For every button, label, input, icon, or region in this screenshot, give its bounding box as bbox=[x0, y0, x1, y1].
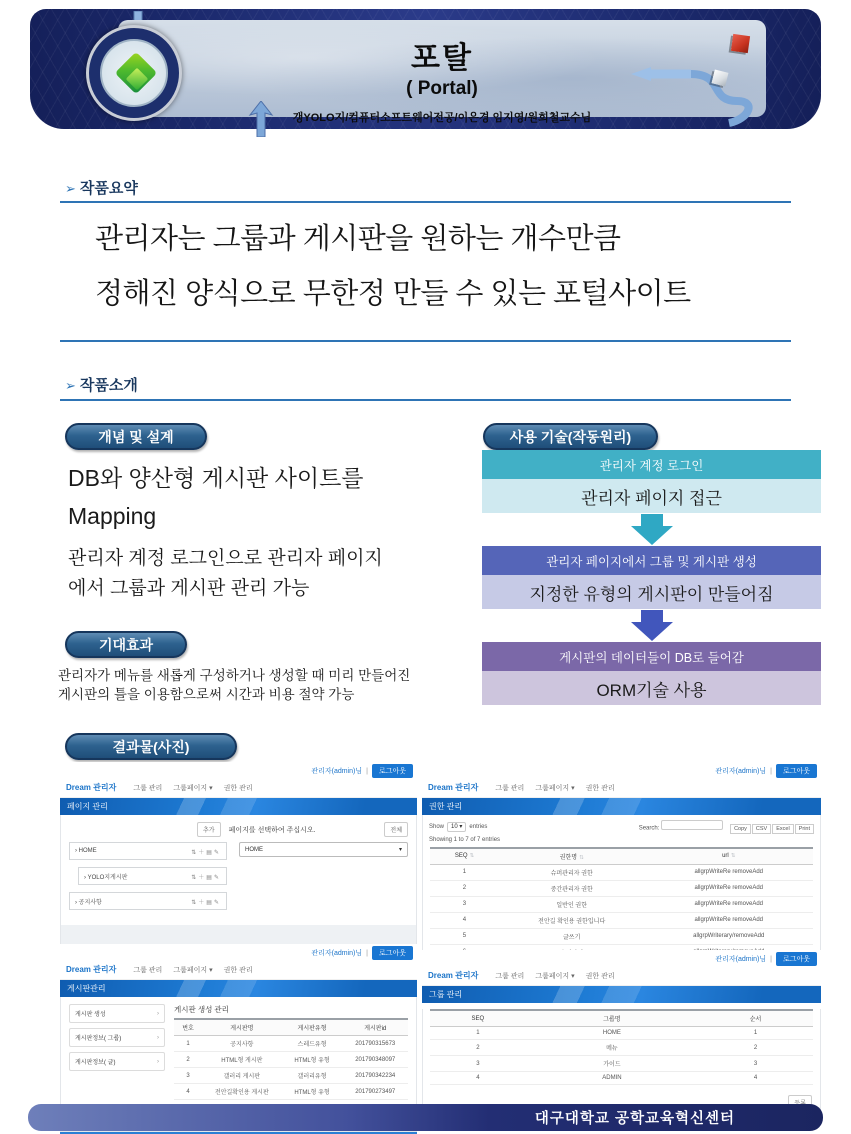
panel-title-bar: 그룹 관리 bbox=[422, 986, 821, 1003]
brand-link[interactable]: Dream 관리자 bbox=[428, 971, 479, 980]
entries-select[interactable]: 10 ▾ bbox=[447, 822, 466, 832]
tree-item-label: › 공지사항 bbox=[75, 899, 102, 906]
flow-step2-result: 지정한 유형의 게시판이 만들어짐 bbox=[482, 575, 821, 609]
tree-item-label: › YOLO지게시판 bbox=[84, 874, 128, 881]
nav-group-management[interactable]: 그룹 관리 bbox=[133, 784, 163, 792]
table-row[interactable]: 1 HOME 1 bbox=[430, 1027, 813, 1040]
admin-nav bbox=[422, 968, 821, 986]
separator: | bbox=[770, 955, 772, 963]
table-row[interactable]: 4 전안길 확인용 권한입니다 allgrpWriteRe removeAdd bbox=[430, 912, 813, 928]
screenshot-page-management bbox=[60, 762, 417, 968]
tech-badge: 사용 기술(작동원리) bbox=[483, 423, 658, 450]
intro-section-label: 작품소개 bbox=[79, 377, 138, 394]
edit-icon[interactable]: ✎ bbox=[213, 899, 221, 906]
copy-button[interactable]: Copy bbox=[730, 824, 751, 834]
chevron-right-icon: › bbox=[157, 1058, 159, 1065]
header-banner bbox=[30, 9, 821, 129]
chevron-right-icon: › bbox=[157, 1010, 159, 1017]
university-logo bbox=[86, 25, 182, 121]
excel-button[interactable]: Excel bbox=[772, 824, 793, 834]
add-icon[interactable]: ＋ bbox=[198, 849, 207, 856]
tree-item-icons bbox=[191, 872, 221, 881]
effect-paragraph bbox=[58, 666, 478, 704]
screenshot-group-management bbox=[422, 950, 821, 1119]
table-row[interactable]: 1 공지사항 스레드유형 201790315673 bbox=[174, 1036, 408, 1052]
column-header-number[interactable]: 번호 bbox=[174, 1019, 202, 1036]
swirl-arrow-icon bbox=[629, 57, 779, 129]
panel-title-bar: 페이지 관리 bbox=[60, 798, 417, 815]
tree-item-yolo-board[interactable] bbox=[78, 867, 227, 885]
column-header-permission-name[interactable]: 권한명 ⇅ bbox=[499, 848, 645, 865]
nav-permission-management[interactable]: 권한 관리 bbox=[223, 784, 253, 792]
chevron-down-icon: ▾ bbox=[459, 824, 463, 831]
brand-link[interactable]: Dream 관리자 bbox=[66, 965, 117, 974]
summary-line-2: 정해진 양식으로 무한정 만들 수 있는 포털사이트 bbox=[95, 278, 691, 310]
sort-icon: ⇅ bbox=[469, 853, 475, 859]
nav-permission-management[interactable]: 권한 관리 bbox=[223, 966, 253, 974]
tree-item-icons bbox=[191, 897, 221, 906]
user-row bbox=[422, 762, 821, 780]
intro-section-title bbox=[65, 374, 138, 395]
summary-line-1: 관리자는 그룹과 게시판을 원하는 개수만큼 bbox=[95, 223, 621, 255]
nav-group-page[interactable]: 그룹페이지 ▾ bbox=[535, 784, 575, 792]
delete-icon[interactable]: ▤ bbox=[206, 899, 214, 906]
tree-item-icons bbox=[191, 847, 221, 856]
edit-icon[interactable]: ✎ bbox=[213, 874, 221, 881]
add-icon[interactable]: ＋ bbox=[198, 874, 207, 881]
column-header-seq[interactable]: SEQ ⇅ bbox=[430, 848, 499, 865]
flow-step2-title: 관리자 페이지에서 그룹 및 게시판 생성 bbox=[482, 546, 821, 575]
board-table bbox=[174, 1018, 408, 1100]
board-create-heading: 게시판 생성 관리 bbox=[174, 1005, 229, 1014]
nav-permission-management[interactable]: 권한 관리 bbox=[585, 972, 615, 980]
admin-nav bbox=[60, 962, 417, 980]
effect-line-1: 관리자가 메뉴를 새롭게 구성하거나 생성할 때 미리 만들어진 bbox=[58, 668, 411, 683]
flow-step1-title: 관리자 계정 로그인 bbox=[482, 450, 821, 479]
red-cube-icon bbox=[731, 34, 750, 53]
table-row[interactable]: 3 갤러리 게시판 갤러리유형 201790342234 bbox=[174, 1068, 408, 1084]
university-logo-center bbox=[100, 39, 168, 107]
column-header-board-name[interactable]: 게시판명 bbox=[202, 1019, 282, 1036]
show-label: Show bbox=[429, 824, 445, 831]
delete-icon[interactable]: ▤ bbox=[206, 874, 214, 881]
flow-step3-title: 게시판의 데이터들이 DB로 들어감 bbox=[482, 642, 821, 671]
chevron-right-icon: › bbox=[157, 1034, 159, 1041]
table-row[interactable]: 2 HTML형 게시판 HTML형 유형 201790348097 bbox=[174, 1052, 408, 1068]
panel-title-bar: 권한 관리 bbox=[422, 798, 821, 815]
nav-group-management[interactable]: 그룹 관리 bbox=[495, 972, 525, 980]
show-entries-control bbox=[429, 823, 487, 830]
edit-icon[interactable]: ✎ bbox=[213, 849, 221, 856]
result-screenshots bbox=[60, 760, 821, 1102]
section-marker-icon: ➢ bbox=[65, 378, 76, 393]
table-row[interactable]: 2 중간관리자 권한 allgrpWriteRe removeAdd bbox=[430, 880, 813, 896]
move-icon[interactable]: ⇅ bbox=[191, 849, 199, 856]
page-dropdown[interactable] bbox=[239, 842, 408, 857]
admin-nav bbox=[60, 780, 417, 798]
effect-line-2: 게시판의 틀을 이용함으로써 시간과 비용 절약 가능 bbox=[58, 687, 355, 702]
footer-text: 대구대학교 공학교육혁신센터 bbox=[534, 1111, 735, 1127]
column-header-board-type[interactable]: 게시판유형 bbox=[282, 1019, 343, 1036]
user-row bbox=[422, 950, 821, 968]
user-info-text: 관리자(admin)님 bbox=[715, 768, 767, 775]
summary-top-rule bbox=[60, 201, 791, 203]
print-button[interactable]: Print bbox=[795, 824, 814, 834]
flow-step3-result: ORM기술 사용 bbox=[482, 671, 821, 705]
separator: | bbox=[770, 767, 772, 775]
separator: | bbox=[366, 949, 368, 957]
nav-group-management[interactable]: 그룹 관리 bbox=[133, 966, 163, 974]
concept-line-2: Mapping bbox=[68, 503, 157, 529]
result-badge: 결과물(사진) bbox=[65, 733, 237, 760]
page-tree bbox=[69, 842, 227, 917]
admin-nav bbox=[422, 780, 821, 798]
section-marker-icon: ➢ bbox=[65, 181, 76, 196]
move-icon[interactable]: ⇅ bbox=[191, 899, 199, 906]
table-row[interactable]: 3 가이드 3 bbox=[430, 1056, 813, 1072]
chevron-right-icon: › bbox=[75, 899, 77, 906]
tech-flowchart bbox=[482, 450, 821, 705]
user-row bbox=[60, 762, 417, 780]
showing-entries-text: Showing 1 to 7 of 7 entries bbox=[429, 836, 501, 843]
logout-button[interactable]: 로그아웃 bbox=[372, 764, 413, 778]
column-header-seq[interactable]: SEQ bbox=[430, 1010, 526, 1027]
sidebar-item-board-info-post[interactable]: 게시판정보( 글) › bbox=[69, 1052, 165, 1071]
table-row[interactable]: 5 글쓰기 allgrpWriterary/removeAdd bbox=[430, 928, 813, 944]
sort-icon: ⇅ bbox=[730, 853, 736, 859]
user-info-text: 관리자(admin)님 bbox=[311, 950, 363, 957]
search-control bbox=[639, 820, 814, 834]
flow-arrow-1-icon bbox=[482, 513, 821, 546]
all-button[interactable]: 전체 bbox=[384, 822, 408, 837]
poster-subtitle: ( Portal) bbox=[406, 78, 478, 99]
concept-line-4: 에서 그룹과 게시판 관리 가능 bbox=[68, 578, 310, 599]
move-icon[interactable]: ⇅ bbox=[191, 874, 199, 881]
summary-section-label: 작품요약 bbox=[79, 180, 138, 197]
page-dropdown-value: HOME bbox=[245, 846, 263, 853]
brand-link[interactable]: Dream 관리자 bbox=[428, 783, 479, 792]
group-table-card bbox=[422, 1009, 821, 1117]
summary-text-block bbox=[95, 212, 795, 322]
arrow-up-icon bbox=[248, 101, 274, 137]
search-label: Search: bbox=[638, 825, 660, 832]
chevron-right-icon: › bbox=[84, 874, 86, 881]
screenshot-permission-management bbox=[422, 762, 821, 982]
search-input[interactable] bbox=[661, 820, 723, 830]
logout-button[interactable]: 로그아웃 bbox=[372, 946, 413, 960]
group-table bbox=[430, 1009, 813, 1085]
user-info-text: 관리자(admin)님 bbox=[715, 956, 767, 963]
add-page-button[interactable]: 추가 bbox=[197, 822, 221, 837]
csv-button[interactable]: CSV bbox=[752, 824, 771, 834]
nav-permission-management[interactable]: 권한 관리 bbox=[585, 784, 615, 792]
chevron-right-icon: › bbox=[75, 848, 77, 854]
logout-button[interactable]: 로그아웃 bbox=[776, 952, 817, 966]
column-header-url[interactable]: url ⇅ bbox=[644, 848, 813, 865]
nav-group-management[interactable]: 그룹 관리 bbox=[495, 784, 525, 792]
column-header-order[interactable]: 순서 bbox=[698, 1010, 813, 1027]
entries-label: entries bbox=[469, 824, 488, 831]
brand-link[interactable]: Dream 관리자 bbox=[66, 783, 117, 792]
nav-group-page[interactable]: 그룹페이지 ▾ bbox=[173, 966, 213, 974]
table-row[interactable]: 2 메뉴 2 bbox=[430, 1040, 813, 1056]
delete-icon[interactable]: ▤ bbox=[206, 849, 214, 856]
nav-group-page[interactable]: 그룹페이지 ▾ bbox=[173, 784, 213, 792]
tree-item-notice[interactable] bbox=[69, 892, 227, 910]
intro-rule bbox=[60, 399, 791, 401]
user-row bbox=[60, 944, 417, 962]
table-row[interactable]: 4 전안길확인용 게시판 HTML형 유형 201790273497 bbox=[174, 1084, 408, 1100]
column-header-board-id[interactable]: 게시판id bbox=[342, 1019, 408, 1036]
poster-authors: 갱YOLO지/컴퓨터소프트웨어전공/이은경 임지영/원희철교수님 bbox=[292, 112, 592, 124]
column-header-group-name[interactable]: 그룹명 bbox=[526, 1010, 698, 1027]
table-controls bbox=[423, 815, 820, 836]
concept-badge: 개념 및 설계 bbox=[65, 423, 207, 450]
table-row[interactable]: 1 슈퍼관리자 권한 allgrpWriteRe removeAdd bbox=[430, 864, 813, 880]
separator: | bbox=[366, 767, 368, 775]
concept-line-1: DB와 양산형 게시판 사이트를 bbox=[68, 465, 364, 491]
flow-step1-result: 관리자 페이지 접근 bbox=[482, 479, 821, 513]
tree-item-label: › HOME bbox=[75, 848, 97, 854]
poster-title: 포탈 bbox=[411, 42, 473, 75]
table-row[interactable]: 4 ADMIN 4 bbox=[430, 1072, 813, 1085]
sort-icon: ⇅ bbox=[579, 854, 584, 861]
page-select-hint: 페이지를 선택하여 주십시오. bbox=[228, 826, 316, 834]
concept-line-3: 관리자 계정 로그인으로 관리자 페이지 bbox=[68, 548, 383, 569]
board-sidebar bbox=[69, 1004, 165, 1100]
user-info-text: 관리자(admin)님 bbox=[311, 768, 363, 775]
flow-arrow-2-icon bbox=[482, 609, 821, 642]
summary-section-title bbox=[65, 177, 138, 198]
sidebar-item-board-info-group[interactable]: 게시판정보( 그룹) › bbox=[69, 1028, 165, 1047]
table-row[interactable]: 3 일반인 권한 allgrpWriteRe removeAdd bbox=[430, 896, 813, 912]
summary-bottom-rule bbox=[60, 340, 791, 342]
panel-title-bar: 게시판관리 bbox=[60, 980, 417, 997]
tree-item-home[interactable] bbox=[69, 842, 227, 860]
effect-badge: 기대효과 bbox=[65, 631, 187, 658]
footer-bar bbox=[28, 1104, 823, 1131]
logout-button[interactable]: 로그아웃 bbox=[776, 764, 817, 778]
nav-group-page[interactable]: 그룹페이지 ▾ bbox=[535, 972, 575, 980]
add-icon[interactable]: ＋ bbox=[198, 899, 207, 906]
chevron-down-icon: ▾ bbox=[398, 847, 402, 853]
sidebar-item-board-create[interactable]: 게시판 생성 › bbox=[69, 1004, 165, 1023]
